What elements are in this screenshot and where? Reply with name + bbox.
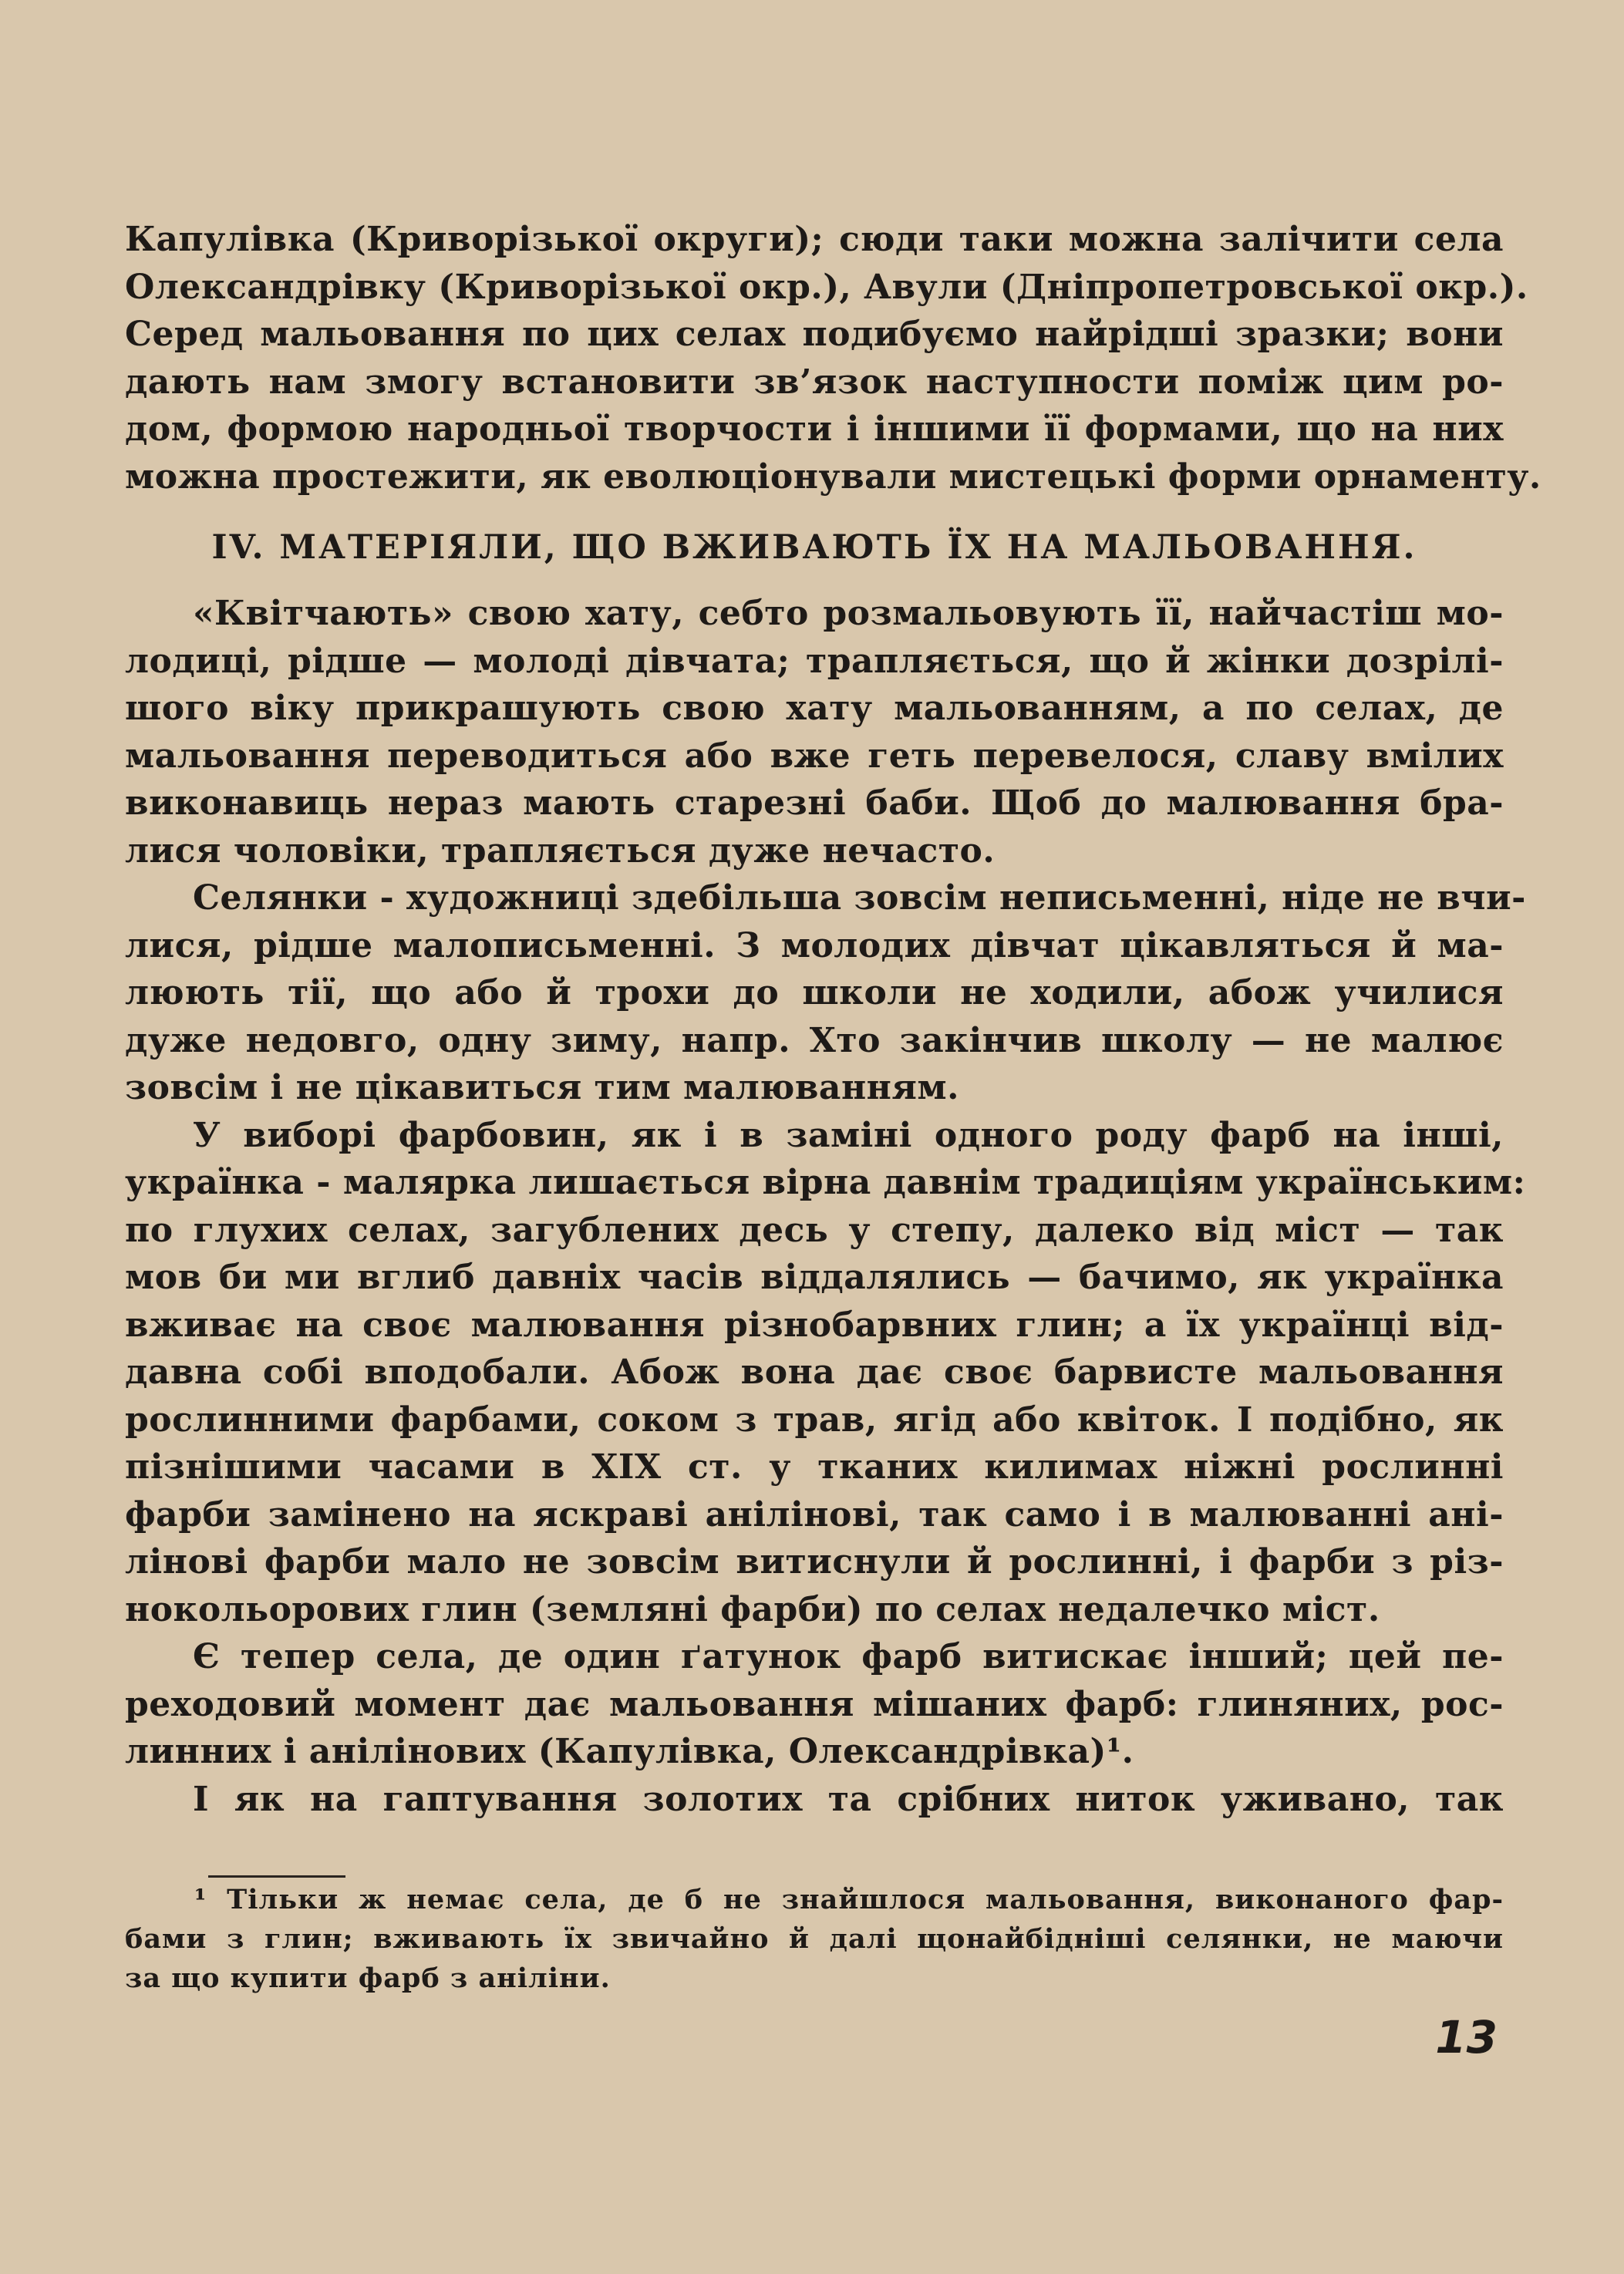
- paragraph-2: [125, 874, 1526, 1112]
- text-line: І як на гаптування золотих та срібних ниток уживано, так: [193, 1779, 1504, 1819]
- text-line: дають нам змогу встановити зв’язок наступности поміж цим ро-: [125, 362, 1504, 402]
- text-line: пізнішими часами в XIX ст. у тканих килимах ніжні рослинні: [125, 1447, 1504, 1487]
- text-line: зовсім і не цікавиться тим малюванням.: [125, 1068, 959, 1107]
- text-line: лодиці, рідше — молоді дівчата; трапляється, що й жінки дозрілі-: [125, 641, 1504, 681]
- text-line: реходовий момент дає мальовання мішаних фарб: глиняних, рос-: [125, 1684, 1504, 1724]
- text-line: линних і анілінових (Капулівка, Олександрівка)¹.: [125, 1732, 1134, 1771]
- text-line: Селянки - художниці здебільша зовсім неписьменні, ніде не вчи-: [193, 878, 1526, 918]
- text-line: українка - малярка лишається вірна давнім традиціям українським:: [125, 1163, 1526, 1202]
- text-line: нокольорових глин (земляні фарби) по селах недалечко міст.: [125, 1589, 1380, 1629]
- text-line: давна собі вподобали. Абож вона дає своє барвисте мальовання: [125, 1353, 1504, 1392]
- text-line: Капулівка (Криворізької округи); сюди таки можна залічити села: [125, 220, 1504, 259]
- footnote-divider: [208, 1875, 345, 1878]
- section-heading-wrap: [125, 500, 1504, 590]
- text-line: Є тепер села, де один ґатунок фарб витискає інший; цей пе-: [193, 1637, 1504, 1676]
- paragraph-4: [125, 1633, 1504, 1776]
- text-line: по глухих селах, загублених десь у степу, далеко від міст — так: [125, 1210, 1504, 1250]
- footnote-line: за що купити фарб з аніліни.: [125, 1962, 611, 1994]
- text-line: Олександрівку (Криворізької окр.), Авули (Дніпропетровської окр.).: [125, 267, 1528, 307]
- footnote: [125, 1880, 1504, 1998]
- body-text: [125, 216, 1541, 1823]
- text-line: фарби замінено на яскраві анілінові, так само і в малюванні ані-: [125, 1494, 1504, 1535]
- text-line: «Квітчають» свою хату, себто розмальовують її, найчастіш мо-: [193, 594, 1504, 633]
- text-line: виконавиць нераз мають старезні баби. Щоб до малювання бра-: [125, 783, 1504, 823]
- text-line: лися, рідше малописьменні. З молодих дівчат цікавляться й ма-: [125, 925, 1504, 965]
- text-line: шого віку прикрашують свою хату мальованням, а по селах, де: [125, 689, 1504, 728]
- text-line: люють тії, що або й трохи до школи не ходили, абож училися: [125, 973, 1504, 1012]
- text-line: рослинними фарбами, соком з трав, ягід або квіток. І подібно, як: [125, 1400, 1504, 1440]
- text-line: У виборі фарбовин, як і в заміні одного роду фарб на інші,: [193, 1115, 1504, 1155]
- text-line: дом, формою народньої творчости і іншими її формами, що на них: [125, 409, 1504, 449]
- page-number: 13: [1435, 2011, 1498, 2063]
- paragraph-5: [125, 1776, 1504, 1824]
- text-line: можна простежити, як еволюціонували мистецькі форми орнаменту.: [125, 456, 1541, 497]
- text-line: вживає на своє малювання різнобарвних глин; а їх українці від-: [125, 1305, 1504, 1345]
- paragraph-1: [125, 590, 1504, 874]
- text-line: мальовання переводиться або вже геть перевелося, славу вмілих: [125, 736, 1504, 776]
- section-heading: IV. МАТЕРІЯЛИ, ЩО ВЖИВАЮТЬ ЇХ НА МАЛЬОВАННЯ.: [211, 528, 1417, 567]
- footnote-line: ¹ Тільки ж немає села, де б не знайшлося мальовання, виконаного фар-: [194, 1884, 1504, 1915]
- paragraph-3: [125, 1112, 1526, 1634]
- text-line: лінові фарби мало не зовсім витиснули й рослинні, і фарби з різ-: [125, 1542, 1504, 1582]
- footnote-line: бами з глин; вживають їх звичайно й далі щонайбідніші селянки, не маючи: [125, 1923, 1504, 1955]
- text-line: мов би ми вглиб давніх часів віддалялись — бачимо, як українка: [125, 1258, 1504, 1297]
- text-line: дуже недовго, одну зиму, напр. Хто закінчив школу — не малює: [125, 1020, 1504, 1060]
- text-line: Серед мальовання по цих селах подибуємо найрідші зразки; вони: [125, 315, 1504, 354]
- text-line: лися чоловіки, трапляється дуже нечасто.: [125, 830, 996, 871]
- paragraph-intro: [125, 216, 1541, 500]
